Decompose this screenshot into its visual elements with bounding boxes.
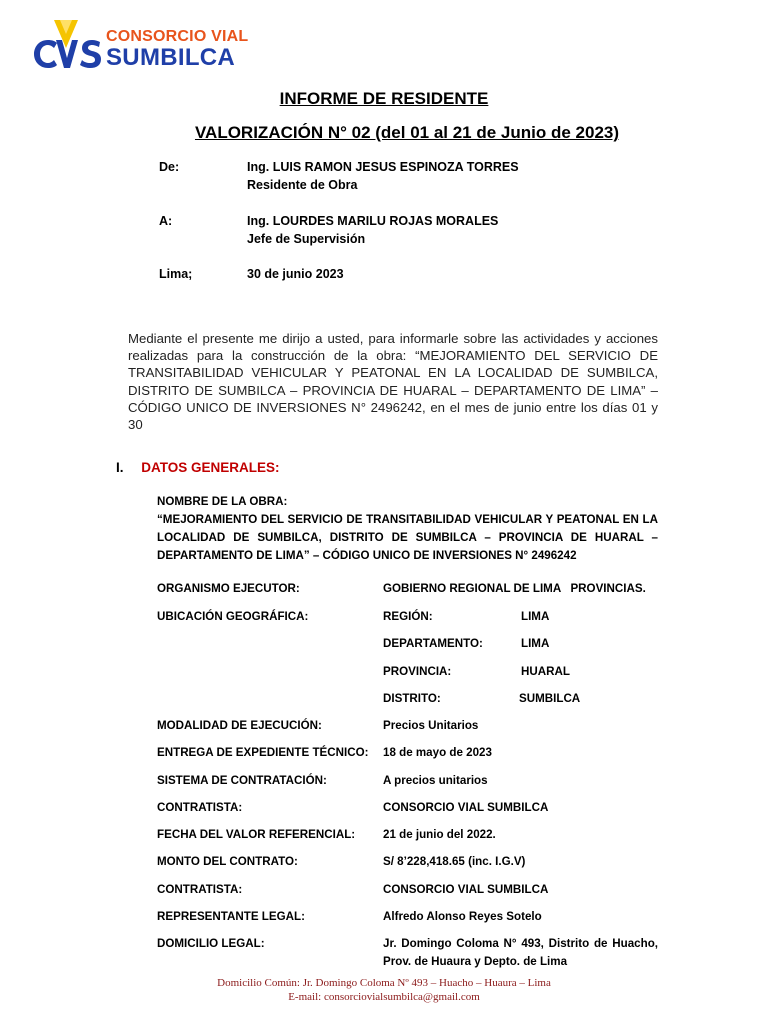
to-name: Ing. LOURDES MARILU ROJAS MORALES [247,214,499,228]
section-number: I. [116,460,124,475]
row-key: UBICACIÓN GEOGRÁFICA: [157,610,309,623]
row-value: LIMA [521,610,550,623]
page-footer [0,976,768,1004]
section-title: DATOS GENERALES: [141,460,280,475]
row-key: REPRESENTANTE LEGAL: [157,910,305,923]
intro-paragraph: Mediante el presente me dirijo a usted, para informarle sobre las actividades y acciones realizadas para la construcción de la obra: “MEJORAMIENTO DEL SERVICIO DE TRANSITABILIDAD VEHICULAR Y PEATONAL EN LA LOCALIDAD DE SUMBILCA, DISTRITO DE SUMBILCA – PROVINCIA DE HUARAL – DEPARTAMENTO DE LIMA” – CÓDIGO UNICO DE INVERSIONES N° 2496242, en el mes de junio entre los días 01 y 30 [128,331,658,433]
footer-email: E-mail: consorciovialsumbilca@gmail.com [288,991,480,1003]
company-logo [30,18,260,78]
row-key: ENTREGA DE EXPEDIENTE TÉCNICO: [157,746,369,759]
row-value: S/ 8’228,418.65 (inc. I.G.V) [383,855,526,868]
to-label: A: [159,214,173,228]
row-key: CONTRATISTA: [157,883,243,896]
row-key: ORGANISMO EJECUTOR: [157,582,300,595]
row-value: HUARAL [521,665,570,678]
from-role: Residente de Obra [247,178,358,192]
row-value: Precios Unitarios [383,719,479,732]
row-value: Alfredo Alonso Reyes Sotelo [383,910,542,923]
report-subtitle: VALORIZACIÓN N° 02 (del 01 al 21 de Junio de 2023) [194,123,620,142]
row-value: Jr. Domingo Coloma N° 493, Distrito de Huacho, Prov. de Huaura y Depto. de Lima [383,937,658,968]
row-key: CONTRATISTA: [157,801,243,814]
section-heading [116,460,280,475]
row-value: 18 de mayo de 2023 [383,746,492,759]
company-name-line1: CONSORCIO VIAL [106,28,249,45]
memo-to [159,212,659,248]
row-key: FECHA DEL VALOR REFERENCIAL: [157,828,356,841]
from-name: Ing. LUIS RAMON JESUS ESPINOZA TORRES [247,160,519,174]
row-value: SUMBILCA [519,692,581,705]
row-value: 21 de junio del 2022. [383,828,496,841]
row-value: CONSORCIO VIAL SUMBILCA [383,883,549,896]
cvs-logo-icon [30,18,110,78]
date-value: 30 de junio 2023 [247,267,344,281]
obra-name: “MEJORAMIENTO DEL SERVICIO DE TRANSITABILIDAD VEHICULAR Y PEATONAL EN LA LOCALIDAD DE SUMBILCA, DISTRITO DE SUMBILCA – PROVINCIA DE HUARAL – DEPARTAMENTO DE LIMA” – CÓDIGO UNICO DE INVERSIONES N° 2496242 [157,513,658,562]
to-role: Jefe de Supervisión [247,232,366,246]
report-title: INFORME DE RESIDENTE [279,89,489,108]
row-key: MODALIDAD DE EJECUCIÓN: [157,719,322,732]
row-key: SISTEMA DE CONTRATACIÓN: [157,774,327,787]
row-key: DOMICILIO LEGAL: [157,937,265,950]
row-value: GOBIERNO REGIONAL DE LIMA PROVINCIAS. [383,582,646,595]
company-name-line2: SUMBILCA [106,44,236,71]
obra-label: NOMBRE DE LA OBRA: [157,495,288,508]
row-subkey: PROVINCIA: [383,665,452,678]
memo-date [159,265,659,283]
footer-address: Domicilio Común: Jr. Domingo Coloma Nº 493 – Huacho – Huaura – Lima [217,977,551,989]
row-subkey: DISTRITO: [383,692,441,705]
row-value: LIMA [521,637,550,650]
from-label: De: [159,160,180,174]
row-value: CONSORCIO VIAL SUMBILCA [383,801,549,814]
place-label: Lima; [159,267,193,281]
row-subkey: DEPARTAMENTO: [383,637,483,650]
row-subkey: REGIÓN: [383,610,433,623]
memo-from [159,158,659,194]
obra-block [157,493,658,565]
row-key: MONTO DEL CONTRATO: [157,855,298,868]
row-value: A precios unitarios [383,774,488,787]
